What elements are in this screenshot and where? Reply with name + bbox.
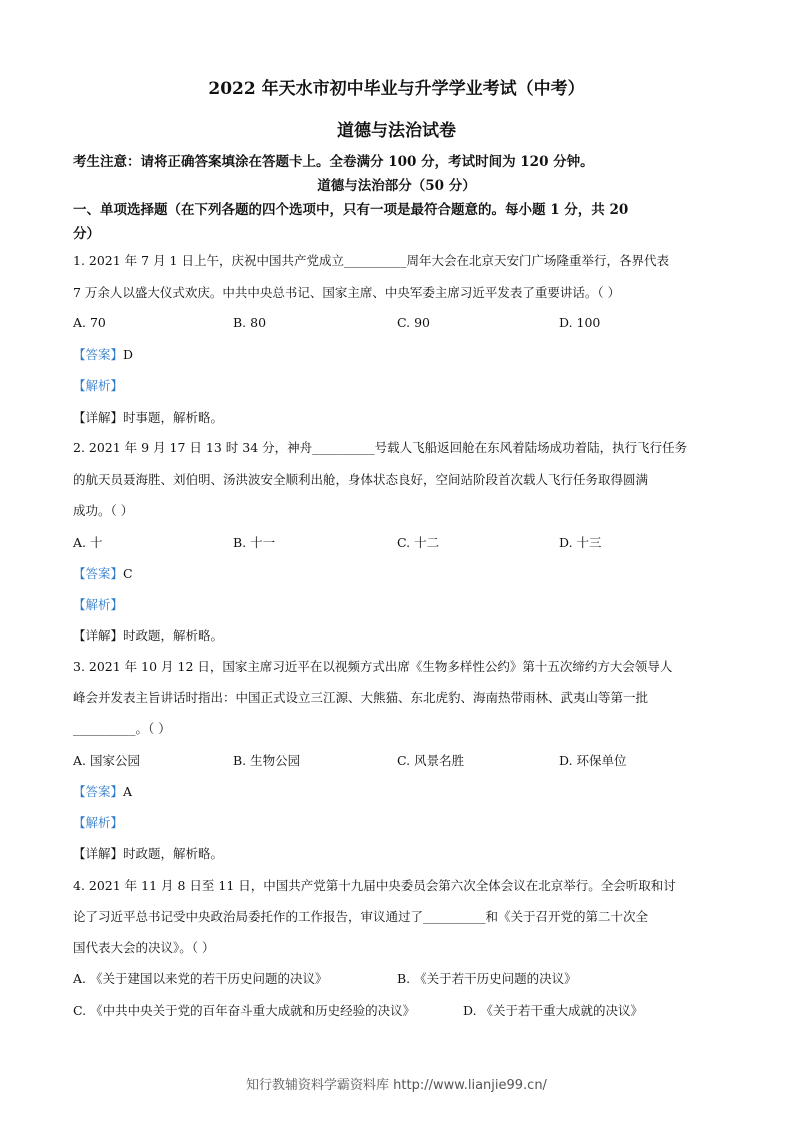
document-title: 2022 年天水市初中毕业与升学学业考试（中考） <box>208 79 585 99</box>
detail-label: 【详解】 <box>73 628 124 643</box>
q2-line1: 2. 2021 年 9 月 17 日 13 时 34 分，神舟__________号载人飞船返回舱在东风着陆场成功着陆，执行飞行任务 <box>73 440 688 455</box>
q1-line2: 7 万余人以盛大仪式欢庆。中共中央总书记、国家主席、中央军委主席习近平发表了重要讲话。（ ） <box>73 285 621 300</box>
q1-detail-text: 时事题，解析略。 <box>123 410 224 425</box>
q4-option-b: B. 《关于若干历史问题的决议》 <box>397 971 577 986</box>
q1-analysis-label: 【解析】 <box>73 378 124 393</box>
q1-option-b: B. 80 <box>233 315 267 330</box>
q3-line2: 峰会并发表主旨讲话时指出：中国正式设立三江源、大熊猫、东北虎豹、海南热带雨林、武夷山等第一批 <box>73 690 649 705</box>
q2-answer <box>73 564 133 582</box>
q3-detail <box>73 844 223 862</box>
document-subtitle: 道德与法治试卷 <box>337 121 456 141</box>
q4-option-c: C. 《中共中央关于党的百年奋斗重大成就和历史经验的决议》 <box>73 1003 416 1018</box>
q3-line3: __________。（ ） <box>73 721 171 736</box>
q2-detail <box>73 626 223 644</box>
q2-detail-text: 时政题，解析略。 <box>123 628 224 643</box>
q1-line1: 1. 2021 年 7 月 1 日上午，庆祝中国共产党成立__________周年大会在北京天安门广场隆重举行，各界代表 <box>73 253 669 268</box>
detail-label: 【详解】 <box>73 410 124 425</box>
section-title-line1: 一、单项选择题（在下列各题的四个选项中，只有一项是最符合题意的。每小题 1 分，共 20 <box>73 202 629 218</box>
section-title-line2: 分） <box>73 226 100 242</box>
q2-option-d: D. 十三 <box>559 535 602 550</box>
q2-answer-value: C <box>123 566 133 581</box>
q2-line2: 的航天员聂海胜、刘伯明、汤洪波安全顺利出舱，身体状态良好，空间站阶段首次载人飞行任务取得圆满 <box>73 472 649 487</box>
q3-answer <box>73 782 132 800</box>
q3-option-c: C. 风景名胜 <box>397 753 465 768</box>
q2-option-b: B. 十一 <box>233 535 276 550</box>
q3-line1: 3. 2021 年 10 月 12 日，国家主席习近平在以视频方式出席《生物多样性公约》第十五次缔约方大会领导人 <box>73 659 673 674</box>
q3-answer-value: A <box>123 784 133 799</box>
q1-answer-value: D <box>123 347 134 362</box>
detail-label: 【详解】 <box>73 846 124 861</box>
q3-option-b: B. 生物公园 <box>233 753 301 768</box>
q3-analysis-label: 【解析】 <box>73 815 124 830</box>
q2-line3: 成功。（ ） <box>73 503 134 518</box>
q4-line3: 国代表大会的决议》。（ ） <box>73 940 215 955</box>
q3-option-a: A. 国家公园 <box>73 753 140 768</box>
q1-option-a: A. 70 <box>73 315 106 330</box>
q1-answer <box>73 345 133 363</box>
exam-notice: 考生注意：请将正确答案填涂在答题卡上。全卷满分 100 分，考试时间为 120 分钟。 <box>73 154 594 170</box>
answer-label: 【答案】 <box>73 784 124 799</box>
q3-detail-text: 时政题，解析略。 <box>123 846 224 861</box>
q2-analysis-label: 【解析】 <box>73 597 124 612</box>
q2-option-c: C. 十二 <box>397 535 440 550</box>
part-title: 道德与法治部分（50 分） <box>317 178 476 194</box>
q1-option-c: C. 90 <box>397 315 430 330</box>
q4-option-d: D. 《关于若干重大成就的决议》 <box>463 1003 644 1018</box>
q4-line2: 论了习近平总书记受中央政治局委托作的工作报告，审议通过了__________和《关于召开党的第二十次全 <box>73 909 649 924</box>
answer-label: 【答案】 <box>73 347 124 362</box>
q1-detail <box>73 408 223 426</box>
page-footer-watermark: 知行教辅资料学霸资料库 http://www.lianjie99.cn/ <box>246 1078 547 1093</box>
q2-option-a: A. 十 <box>73 535 103 550</box>
q1-option-d: D. 100 <box>559 315 601 330</box>
q3-option-d: D. 环保单位 <box>559 753 627 768</box>
q4-option-a: A. 《关于建国以来党的若干历史问题的决议》 <box>73 971 328 986</box>
q4-line1: 4. 2021 年 11 月 8 日至 11 日，中国共产党第十九届中央委员会第六次全体会议在北京举行。全会听取和讨 <box>73 878 676 893</box>
answer-label: 【答案】 <box>73 566 124 581</box>
